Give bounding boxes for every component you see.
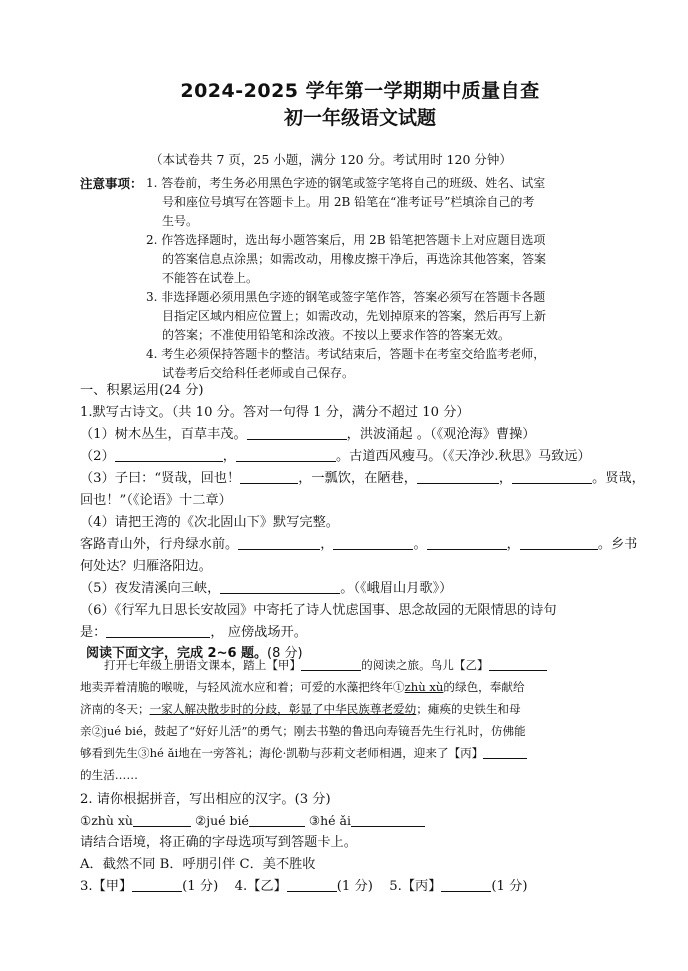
question-1-6-cont: 是： ， 应傍战场开。	[80, 625, 307, 640]
question-3-5: 3.【甲】 (1 分) 4.【乙】 (1 分) 5.【丙】 (1 分)	[80, 879, 528, 894]
answer-blank[interactable]	[351, 812, 425, 827]
answer-blank[interactable]	[240, 469, 298, 484]
question-1-2: （2） ， 。古道西风瘦马。（《天净沙.秋思》马致远）	[80, 449, 591, 464]
question-1-4: （4）请把王湾的《次北固山下》默写完整。	[80, 515, 339, 530]
answer-blank[interactable]	[220, 579, 340, 594]
question-2-head: 2. 请你根据拼音，写出相应的汉字。(3 分)	[80, 792, 331, 807]
answer-blank[interactable]	[441, 877, 491, 892]
answer-blank[interactable]	[247, 425, 347, 440]
exam-subtitle: 初一年级语文试题	[283, 107, 436, 129]
notice-line: 4. 考生必须保持答题卡的整洁。考试结束后，答题卡在考室交给监考老师，	[146, 347, 546, 361]
answer-blank[interactable]	[333, 535, 413, 550]
question-instruction: 请结合语境，将正确的字母选项写到答题卡上。	[80, 835, 357, 850]
exam-title: 2024-2025 学年第一学期期中质量自查	[180, 80, 540, 102]
notice-line: 的答案；不准使用铅笔和涂改液。不按以上要求作答的答案无效。	[162, 328, 511, 342]
answer-blank[interactable]	[236, 447, 336, 462]
notice-line: 2. 作答选择题时，选出每小题答案后，用 2B 铅笔把答题卡上对应题目选项	[146, 233, 546, 247]
answer-blank[interactable]	[132, 877, 182, 892]
answer-blank[interactable]	[417, 469, 499, 484]
question-1-6: （6）《行军九日思长安故园》中寄托了诗人忧虑国事、思念故园的无限情思的诗句	[80, 603, 557, 618]
section-title: 一、积累运用(24 分)	[80, 383, 204, 398]
passage-line: 的生活……	[80, 768, 138, 782]
notice-line: 不能答在试卷上。	[162, 271, 259, 285]
reading-title: 阅读下面文字，完成 2~6 题。(8 分)	[86, 646, 303, 661]
notice-line: 3. 非选择题必须用黑色字迹的钢笔或签字笔作答，答案必须写在答题卡各题	[146, 290, 546, 304]
question-1-1: （1）树木丛生，百草丰茂。 ，洪波涌起 。（《观沧海》曹操）	[80, 427, 536, 442]
notice-line: 目指定区域内相应位置上；如需改动，先划掉原来的答案，然后再写上新	[162, 309, 547, 323]
question-1-4-cont: 何处达？归雁洛阳边。	[80, 559, 212, 574]
question-1-3-cont: 回也！”（《论语》十二章）	[80, 493, 232, 508]
notice-label: 注意事项：	[80, 176, 143, 191]
answer-blank[interactable]	[115, 447, 223, 462]
passage-line: 济南的冬天；一家人解决散步时的分歧，彰显了中华民族尊老爱幼；瘫痪的史铁生和母	[80, 702, 521, 716]
answer-blank[interactable]	[489, 656, 547, 671]
answer-blank[interactable]	[427, 535, 507, 550]
answer-blank[interactable]	[249, 812, 305, 827]
answer-blank[interactable]	[520, 535, 598, 550]
question-1-head: 1.默写古诗文。（共 10 分。答对一句得 1 分，满分不超过 10 分）	[80, 405, 470, 420]
question-1-3: （3）子曰：“贤哉，回也！ ，一瓢饮，在陋巷， ， 。贤哉，	[80, 471, 645, 486]
exam-info: （本试卷共 7 页，25 小题，满分 120 分。考试用时 120 分钟）	[150, 152, 512, 167]
answer-blank[interactable]	[483, 744, 527, 759]
answer-blank[interactable]	[287, 877, 337, 892]
answer-blank[interactable]	[301, 656, 361, 671]
passage-line: 够看到先生③hé ǎi地在一旁答礼；海伦·凯勒与莎莉文老师相遇，迎来了【丙】	[80, 744, 527, 763]
notice-line: 的答案信息点涂黑；如需改动，用橡皮擦干净后，再选涂其他答案，答案	[162, 252, 547, 266]
notice-line: 号和座位号填写在答题卡上。用 2B 铅笔在“准考证号”栏填涂自己的考	[162, 195, 535, 209]
question-1-4-body: 客路青山外，行舟绿水前。 ， 。 ， 。乡书	[80, 537, 638, 552]
notice-line: 试卷考后交给科任老师或自己保存。	[162, 366, 355, 380]
notice-line: 1. 答卷前，考生务必用黑色字迹的钢笔或签字笔将自己的班级、姓名、试室	[146, 176, 546, 190]
notice-line: 生号。	[162, 214, 199, 228]
passage-line: 打开七年级上册语文课本，踏上【甲】 的阅读之旅。鸟儿【乙】	[104, 656, 547, 675]
answer-blank[interactable]	[106, 623, 210, 638]
answer-blank[interactable]	[133, 812, 191, 827]
question-1-5: （5）夜发清溪向三峡， 。（《峨眉山月歌》）	[80, 581, 453, 596]
passage-line: 亲②jué bié，鼓起了“好好儿活”的勇气；刚去书塾的鲁迅向寿镜吾先生行礼时，仿佛能	[80, 724, 526, 738]
question-options: A．截然不同 B．呼朋引伴 C．美不胜收	[80, 857, 316, 872]
answer-blank[interactable]	[238, 535, 320, 550]
question-2-pinyin: ①zhù xù ②jué bié ③hé ǎi	[80, 811, 425, 831]
passage-line: 地卖弄着清脆的喉咙，与轻风流水应和着；可爱的水藻把终年①zhù xù的绿色，奉献给	[80, 680, 525, 694]
answer-blank[interactable]	[512, 469, 592, 484]
